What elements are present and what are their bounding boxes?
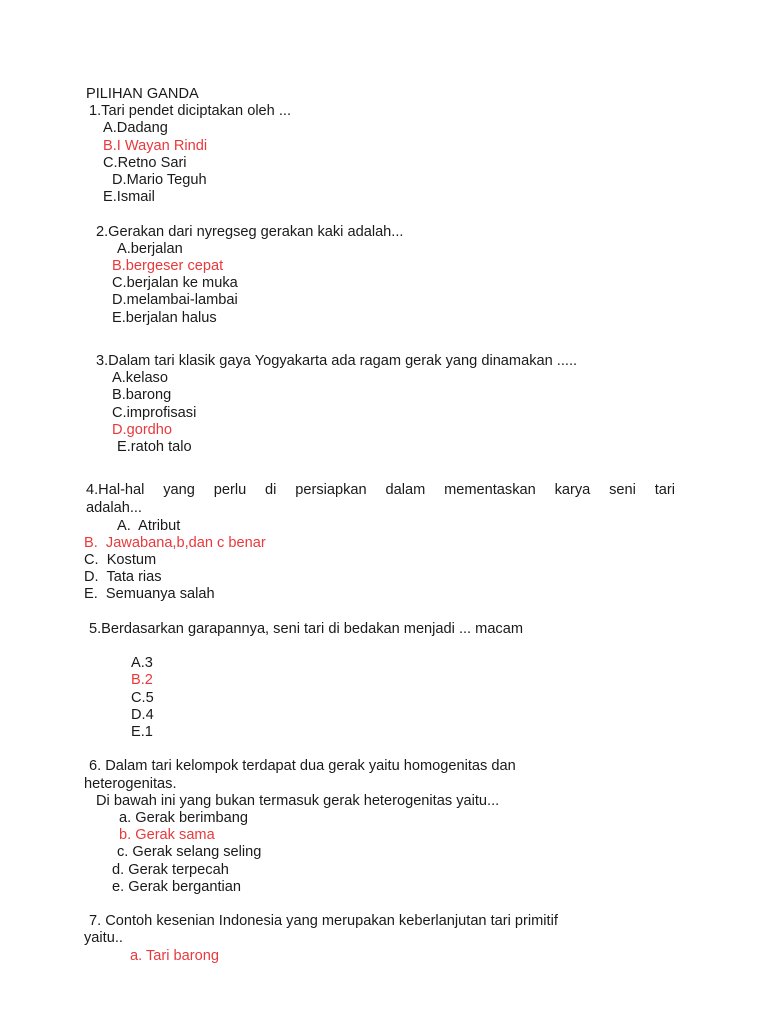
question-1-option-a: A.Dadang: [103, 120, 168, 137]
question-6-option-e: e. Gerak bergantian: [112, 878, 241, 895]
question-7: [84, 913, 676, 965]
question-6-option-b: b. Gerak sama: [119, 827, 215, 844]
question-1-option-b: B.I Wayan Rindi: [103, 137, 208, 154]
question-1: [84, 103, 676, 206]
question-3-option-a: A.kelaso: [112, 370, 168, 387]
question-4-option-c: C. Kostum: [84, 552, 157, 569]
question-2-option-e: E.berjalan halus: [112, 309, 217, 326]
question-4-stem-line-2: adalah...: [86, 500, 142, 517]
page-title: PILIHAN GANDA: [86, 86, 199, 102]
question-2-option-b: B.bergeser cepat: [112, 258, 224, 275]
spacer: [84, 741, 676, 758]
question-6-stem-line-2: heterogenitas.: [84, 775, 177, 792]
question-1-stem: 1.Tari pendet diciptakan oleh ...: [89, 103, 292, 120]
question-4: [84, 482, 676, 603]
question-4-stem-line-1: 4.Hal-hal yang perlu di persiapkan dalam mementaskan karya seni tari: [86, 482, 675, 499]
question-6-stem-line-3: Di bawah ini yang bukan termasuk gerak heterogenitas yaitu...: [96, 792, 500, 809]
question-6: [84, 758, 676, 896]
question-5-option-d: D.4: [131, 706, 154, 723]
question-7-stem-line-1: 7. Contoh kesenian Indonesia yang merupakan keberlanjutan tari primitif: [89, 913, 558, 930]
question-3-stem: 3.Dalam tari klasik gaya Yogyakarta ada ragam gerak yang dinamakan .....: [96, 353, 578, 370]
question-7-option-a: a. Tari barong: [130, 947, 219, 964]
spacer: [84, 473, 676, 482]
spacer: [84, 344, 676, 353]
question-5-option-c: C.5: [131, 689, 154, 706]
question-5: [84, 621, 676, 741]
spacer: [84, 456, 676, 473]
question-7-stem-line-2: yaitu..: [84, 930, 123, 947]
spacer: [84, 206, 676, 223]
spacer: [84, 327, 676, 344]
question-1-option-e: E.Ismail: [103, 189, 155, 206]
question-4-stem: [86, 482, 675, 517]
question-2: [84, 224, 676, 327]
question-3-option-e: E.ratoh talo: [117, 439, 192, 456]
question-4-option-d: D. Tata rias: [84, 569, 162, 586]
question-4-option-a: A. Atribut: [117, 517, 181, 534]
question-6-stem-line-1: 6. Dalam tari kelompok terdapat dua gerak yaitu homogenitas dan: [89, 758, 516, 775]
question-2-option-c: C.berjalan ke muka: [112, 275, 238, 292]
question-4-option-b: B. Jawabana,b,dan c benar: [84, 534, 266, 551]
question-6-option-d: d. Gerak terpecah: [112, 861, 229, 878]
question-6-option-c: c. Gerak selang seling: [117, 844, 262, 861]
question-5-option-e: E.1: [131, 724, 153, 741]
document-body: [84, 86, 676, 965]
question-2-stem: 2.Gerakan dari nyregseg gerakan kaki adalah...: [96, 223, 404, 240]
question-2-option-a: A.berjalan: [117, 240, 183, 257]
question-1-option-d: D.Mario Teguh: [112, 172, 207, 189]
question-6-option-a: a. Gerak berimbang: [119, 810, 248, 827]
question-5-stem: 5.Berdasarkan garapannya, seni tari di bedakan menjadi ... macam: [89, 620, 524, 637]
question-5-option-b: B.2: [131, 672, 153, 689]
question-3: [84, 353, 676, 456]
spacer: [84, 638, 676, 655]
question-2-option-d: D.melambai-lambai: [112, 292, 238, 309]
question-5-option-a: A.3: [131, 655, 153, 672]
question-3-option-b: B.barong: [112, 387, 172, 404]
question-3-option-d: D.gordho: [112, 421, 173, 438]
question-1-option-c: C.Retno Sari: [103, 154, 187, 171]
question-4-option-e: E. Semuanya salah: [84, 586, 215, 603]
spacer: [84, 604, 676, 621]
spacer: [84, 896, 676, 913]
question-3-option-c: C.improfisasi: [112, 404, 197, 421]
